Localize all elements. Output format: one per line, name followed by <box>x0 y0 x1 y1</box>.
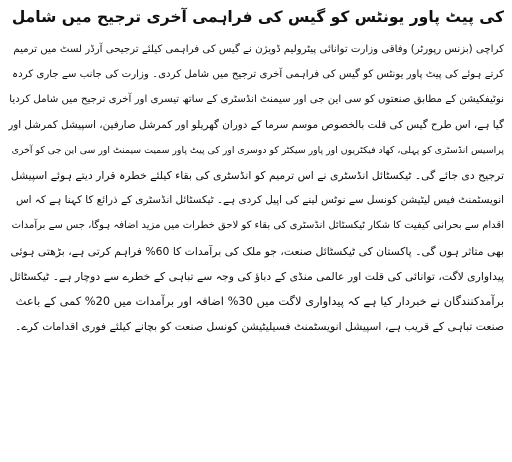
article-body <box>8 37 504 339</box>
article-line: بھی متاثر ہوں گی۔ پاکستان کی ٹیکسٹائل صنعت، جو ملک کی برآمدات کا 60% فراہم کرتی ہے، بڑھتی ہوئی <box>10 244 504 258</box>
article-line: کرتے ہوئے کی پیٹ پاور یونٹس کو گیس کی فراہمی آخری ترجیح میں شامل کردی۔ وزارت کی جانب سے جاری کردہ <box>12 69 504 81</box>
article-line: برآمدکنندگان نے خبردار کیا ہے کہ پیداواری لاگت میں 30% اضافہ اور برآمدات میں 20% کمی کے باعث <box>15 293 504 308</box>
article-line: اقدام سے بحرانی کیفیت کا شکار ٹیکسٹائل انڈسٹری کی بقاء کو لاحق خطرات میں مزید اضافہ ہوگا، جس سے برآمدات <box>11 220 504 232</box>
article-line: گیا ہے، اس طرح گیس کی قلت بالخصوص موسم سرما کے دوران گھریلو اور کمرشل صارفین، اسپیشل کمرشل اور <box>8 118 504 131</box>
article-line: ترجیح دی جائے گی۔ ٹیکسٹائل انڈسٹری نے اس ترمیم کو انڈسٹری کی بقاء کیلئے خطرہ قرار دیتے ہوئے اسپیشل <box>10 168 504 182</box>
article-line: پیداواری لاگت، توانائی کی قلت اور عالمی منڈی کے دباؤ کی وجہ سے تباہی کے خطرے سے دوچار ہے۔ ٹیکسٹائل <box>9 269 504 283</box>
article-line: کراچی (بزنس رپورٹر) وفاقی وزارت توانائی پیٹرولیم ڈویژن نے گیس کی فراہمی کیلئے ترجیحی آرڈر لسٹ میں ترمیم <box>13 44 504 55</box>
article-headline: کی پیٹ پاور یونٹس کو گیس کی فراہمی آخری ترجیح میں شامل <box>11 8 504 26</box>
article-line: انویسٹمنٹ فیس لیٹیشن کونسل سے نوٹس لینے کی اپیل کردی ہے۔ ٹیکسٹائل انڈسٹری کے ذرائع کا کہنا ہے کہ اس <box>15 194 504 207</box>
article-line: صنعت تباہی کے قریب ہے، اسپیشل انویسٹمنٹ فسیلیٹیشن کونسل صنعت کو بچانے کیلئے فوری اقدامات کرے۔ <box>15 320 504 334</box>
article-line: نوٹیفکیشن کے مطابق صنعتوں کو سی این جی اور سیمنٹ انڈسٹری کے ساتھ تیسری اور آخری ترجیح میں شامل کردیا <box>9 94 504 106</box>
article-line: پراسیس انڈسٹری کو پہلی، کھاد فیکٹریوں اور پاور سیکٹر کو دوسری اور کی پیٹ پاور سمیت سیمنٹ اور سی این جی کو آخری <box>11 144 504 156</box>
